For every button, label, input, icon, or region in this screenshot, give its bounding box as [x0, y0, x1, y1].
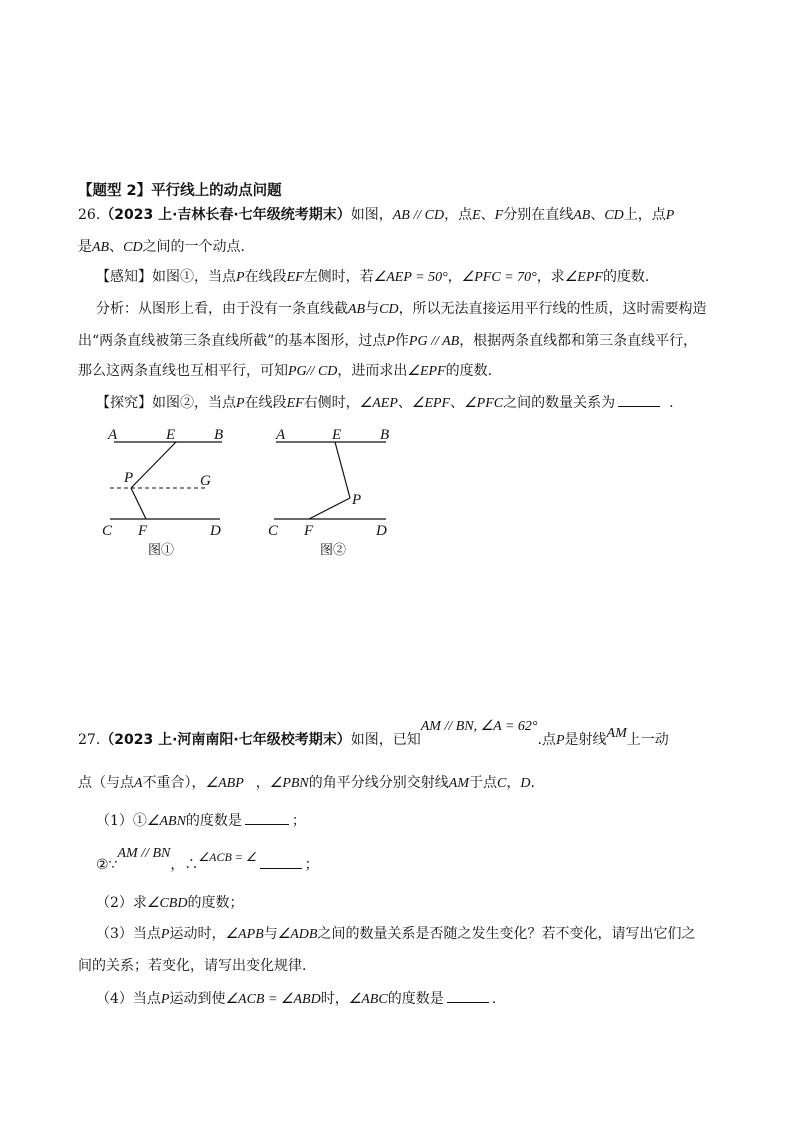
q27-part-1-1: [96, 810, 306, 832]
label-e: E: [166, 427, 176, 443]
q26-line-4: [96, 299, 707, 320]
text: .: [530, 775, 535, 791]
math: ∠APB: [225, 927, 264, 942]
segment-ep: [335, 442, 350, 498]
q27-part-3: [96, 924, 695, 945]
math: AM // BN: [117, 846, 171, 861]
math: ∠AEP: [359, 396, 398, 411]
math: AM // BN, ∠A = 62°: [420, 719, 538, 734]
text: 于点: [469, 775, 497, 791]
q27-part-2: [96, 893, 243, 914]
text: 如图，已知: [350, 732, 421, 748]
math: AB: [348, 302, 366, 317]
text: （3）当点: [96, 926, 161, 942]
answer-blank: [245, 810, 289, 825]
text: 分析：从图形上看，由于没有一条直线截: [96, 301, 348, 317]
label-p: P: [352, 492, 362, 508]
text: 右侧时，: [303, 395, 360, 411]
math: PG // AB: [408, 334, 460, 349]
text: 时，: [320, 991, 349, 1007]
text: ；: [291, 813, 306, 829]
label-b: B: [214, 427, 224, 443]
figure-1: [96, 422, 246, 562]
text: 之间的数量关系是否随之发生变化？若不变化，请写出它们之: [317, 926, 696, 942]
answer-blank: [618, 392, 660, 407]
text: 的角平分线分别交射线: [308, 775, 449, 791]
math: D: [520, 776, 531, 791]
math: P: [236, 396, 245, 411]
text: 作: [394, 333, 409, 349]
math: P: [236, 270, 245, 285]
q27-part-3-cont: [78, 956, 306, 976]
math: AB // CD: [392, 208, 445, 223]
math: CD: [123, 240, 143, 255]
math: ∠PBN: [269, 776, 309, 791]
math: EF: [286, 396, 304, 411]
math: ∠ABN: [146, 814, 186, 829]
text: .点: [537, 732, 556, 748]
text: 的度数是: [185, 813, 242, 829]
label-c: C: [268, 523, 279, 539]
text: 左侧时，若: [303, 269, 374, 285]
segment-pf: [131, 488, 146, 519]
text: 、: [590, 207, 605, 223]
text: ②∵: [96, 857, 118, 873]
text: .: [491, 991, 497, 1007]
text: 、: [480, 207, 495, 223]
section-heading: 【题型 2】平行线上的动点问题: [78, 183, 282, 199]
math: ∠PFC: [464, 396, 504, 411]
math: ∠ABP: [205, 776, 244, 791]
text: 是: [78, 239, 92, 255]
text: 出“两条直线被第三条直线所截”的基本图形，过点: [78, 333, 387, 349]
math: CD: [604, 208, 624, 223]
text: ，点: [444, 207, 473, 223]
text: （1）①: [96, 813, 147, 829]
text: 如图，: [350, 207, 393, 223]
text: 的度数；: [187, 895, 244, 911]
text: ，所以无法直接运用平行线的性质，这时需要构造: [398, 301, 707, 317]
label-b: B: [380, 427, 390, 443]
label-d: D: [210, 523, 221, 539]
question-number: 27.: [78, 732, 101, 748]
math: AB: [573, 208, 591, 223]
math: C: [497, 776, 507, 791]
text: ，: [506, 775, 521, 791]
text: 、: [397, 395, 412, 411]
math: ∠ABC: [348, 992, 388, 1007]
text: ，: [255, 775, 270, 791]
question-number: 26.: [78, 207, 101, 223]
label-c: C: [102, 523, 113, 539]
text: 的度数是: [387, 991, 444, 1007]
q26-line-6: [78, 361, 492, 382]
text: .: [669, 395, 674, 411]
math: ∠EPF: [564, 270, 603, 285]
math: P: [555, 733, 565, 748]
text: 的度数.: [602, 269, 650, 285]
math: ∠ADB: [277, 927, 318, 942]
math: P: [386, 334, 395, 349]
text: ，求: [536, 269, 565, 285]
text: 与: [263, 926, 278, 942]
label-f: F: [138, 523, 148, 539]
text: ，∴: [170, 857, 199, 873]
math: AM: [606, 726, 627, 741]
text: （4）当点: [96, 991, 161, 1007]
text: 是射线: [564, 732, 607, 748]
text: 点（与点: [78, 775, 134, 791]
math: ∠ACB = ∠: [198, 850, 257, 864]
label-a: A: [108, 427, 118, 443]
math: ∠ACB = ∠ABD: [225, 992, 321, 1007]
question-source: （2023 上·吉林长春·七年级统考期末）: [100, 207, 351, 223]
text: 那么这两条直线也互相平行，可知: [78, 363, 288, 379]
text: 与: [365, 301, 380, 317]
answer-blank: [260, 854, 302, 869]
figure-2: [262, 422, 412, 562]
figure-2-caption: 图②: [320, 543, 347, 558]
text: 运动时，: [169, 926, 226, 942]
math: ∠CBD: [146, 896, 188, 911]
math: E: [472, 208, 481, 223]
label-a: A: [276, 427, 286, 443]
q26-line-7: [96, 392, 674, 414]
text: ，根据两条直线都和第三条直线平行，: [459, 333, 698, 349]
q26-line-2: [78, 237, 245, 258]
math: P: [160, 927, 170, 942]
math: PG// CD: [288, 364, 338, 379]
text: 【探究】如图②，当点: [96, 395, 236, 411]
answer-blank: [447, 988, 489, 1003]
label-g: G: [200, 473, 211, 489]
text: 【感知】如图①，当点: [96, 269, 236, 285]
math: ∠AEP = 50°: [373, 270, 448, 285]
text: 的度数.: [445, 363, 493, 379]
q26-line-3: [96, 267, 649, 288]
text: （2）求: [96, 895, 147, 911]
math: P: [160, 992, 170, 1007]
text: 、: [109, 239, 124, 255]
text: 上，点: [623, 207, 666, 223]
text: ，: [447, 269, 462, 285]
text: 、: [450, 395, 465, 411]
math: A: [134, 776, 143, 791]
text: ；: [304, 857, 319, 873]
text: 运动到使: [169, 991, 226, 1007]
text: 分别在直线: [503, 207, 574, 223]
math: ∠PFC = 70°: [461, 270, 537, 285]
label-p: P: [124, 470, 134, 486]
text: 之间的数量关系为: [503, 395, 616, 411]
segment-pf: [309, 498, 350, 519]
label-f: F: [304, 523, 314, 539]
segment-ep: [131, 442, 176, 488]
q27-part-4: [96, 988, 496, 1010]
math: EF: [286, 270, 304, 285]
q27-part-1-2: [96, 846, 319, 876]
math: CD: [379, 302, 399, 317]
math: ∠EPF: [411, 396, 451, 411]
math: F: [494, 208, 504, 223]
text: 上一动: [626, 732, 669, 748]
math: AB: [92, 240, 110, 255]
text: ，进而求出: [337, 363, 408, 379]
text: 在线段: [244, 269, 287, 285]
math: AM: [448, 776, 469, 791]
q26-line-5: [78, 331, 697, 352]
math: P: [665, 208, 675, 223]
label-e: E: [332, 427, 342, 443]
q27-line-2: [78, 773, 535, 794]
figure-1-caption: 图①: [148, 543, 175, 558]
label-d: D: [376, 523, 387, 539]
text: 之间的一个动点.: [142, 239, 246, 255]
text: 在线段: [244, 395, 287, 411]
q26-line-1: [78, 205, 674, 226]
math: ∠EPF: [407, 364, 446, 379]
text: 间的关系；若变化，请写出变化规律.: [78, 958, 307, 974]
q27-line-1: [78, 719, 669, 751]
text: 不重合），: [142, 775, 206, 791]
question-source: （2023 上·河南南阳·七年级校考期末）: [100, 732, 351, 748]
